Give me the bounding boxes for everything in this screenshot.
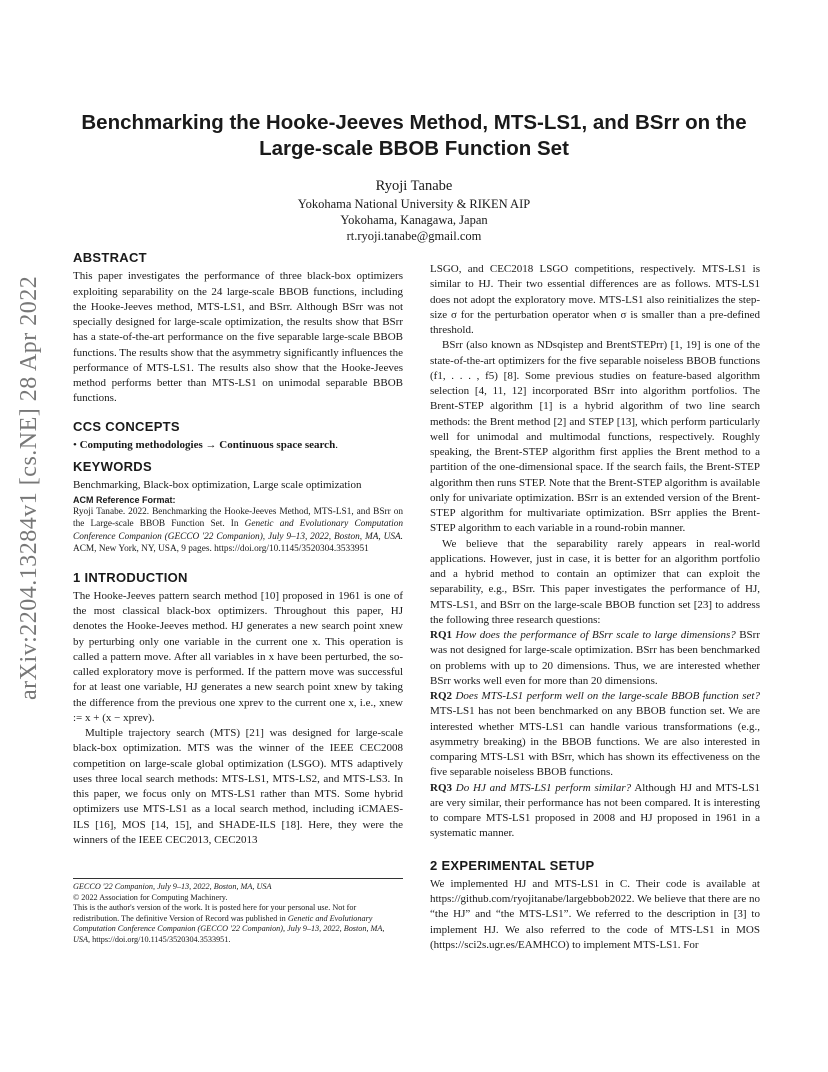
- research-question-2: RQ2 Does MTS-LS1 perform well on the large-scale BBOB function set? MTS-LS1 has not been benchmarked on any BBOB function set. We are interested whether MTS-LS1 can handle various transformations (e.g., asymmetry breaking) in the BBOB functions. We are also interested in comparing MTS-LS1 with BSrr, which has shown its effectiveness on the five separable noiseless BBOB functions.: [430, 690, 760, 779]
- author-email: rt.ryoji.tanabe@gmail.com: [346, 229, 482, 243]
- footnote-copyright: © 2022 Association for Computing Machinery.: [73, 892, 228, 902]
- paper-title: Benchmarking the Hooke-Jeeves Method, MTS-LS1, and BSrr on the Large-scale BBOB Function Set: [81, 111, 747, 160]
- right-paragraph-3: We believe that the separability rarely appears in real-world applications. However, just in case, it is better for an algorithm portfolio and a hybrid method to contain an optimizer that can exploit the separability, e.g., BSrr. This paper investigates the performance of HJ, MTS-LS1, and BSrr on the large-scale BBOB function set [23] to address the following three research questions:: [430, 537, 760, 626]
- acm-reference-text: [73, 506, 403, 556]
- footnote-notice: This is the author's version of the work. It is posted here for your personal use. Not for redistribution. The definitive Version of Record was published in Genetic and Evolutionary Computation Conference Companion (GECCO '22 Companion), July 9–13, 2022, Boston, MA, USA, https://doi.org/10.1145/3520304.3533951.: [73, 903, 385, 944]
- right-column: [430, 262, 760, 953]
- research-question-1: RQ1 How does the performance of BSrr scale to large dimensions? BSrr was not designed for large-scale optimization. BSrr has been benchmarked on problems with up to 20 dimensions. Thus, we are interested whether BSrr works well even for more than 20 dimensions.: [430, 629, 760, 687]
- research-question-3: RQ3 Do HJ and MTS-LS1 perform similar? Although HJ and MTS-LS1 are very similar, their performance has not been compared. It is interesting to compare MTS-LS1 proposed in 2008 and HJ proposed in 1961 in a systematic manner.: [430, 781, 761, 840]
- experimental-setup-heading: 2 EXPERIMENTAL SETUP: [430, 857, 595, 873]
- ccs-text: Computing methodologies → Continuous space search: [79, 438, 336, 451]
- acm-ref-part-a: Ryoji Tanabe. 2022. Benchmarking the Hooke-Jeeves Method, MTS-LS1, and BSrr on the Large-scale BBOB Function Set. In: [73, 506, 403, 529]
- intro-paragraph-2: Multiple trajectory search (MTS) [21] was designed for large-scale black-box optimization. MTS was the winner of the IEEE CEC2008 competition on large-scale global optimization (LSGO). MTS adaptively uses three local search methods: MTS-LS1, MTS-LS2, and MTS-LS3. In this paper, we focus only on MTS-LS1 rather than MTS. Some hybrid optimizers use MTS-LS1 as a local search method, including iCMAES-ILS [16], MOS [14, 15], and SHADE-ILS [18]. Here, they were the winners of the IEEE CEC2013, CEC2013: [73, 727, 403, 846]
- footnote: [73, 878, 403, 945]
- keywords-heading: KEYWORDS: [73, 459, 152, 474]
- author-location: Yokohama, Kanagawa, Japan: [340, 213, 488, 227]
- abstract-text: This paper investigates the performance of three black-box optimizers exploiting separability on the 24 large-scale BBOB functions, including the Hooke-Jeeves method, MTS-LS1, and BSrr. Although BSrr was not specially designed for large-scale optimization, the results show that BSrr has a state-of-the-art performance on the five separable large-scale BBOB functions. The results show that the asymmetry significantly influences the performance of MTS-LS1. The results also show that the Hooke-Jeeves method performs better than MTS-LS1 on unimodal separable BBOB functions.: [73, 270, 403, 405]
- acm-reference-heading: ACM Reference Format:: [73, 494, 176, 505]
- footnote-conference: GECCO '22 Companion, July 9–13, 2022, Boston, MA, USA: [73, 882, 272, 891]
- author-block: [70, 176, 758, 244]
- ccs-concepts: [73, 438, 403, 453]
- ccs-bullet: •: [73, 438, 77, 451]
- author-name: Ryoji Tanabe: [375, 178, 453, 194]
- right-paragraph-1: LSGO, and CEC2018 LSGO competitions, respectively. MTS-LS1 is similar to HJ. Their two essential differences are as follows. MTS-LS1 does not adopt the exploratory move. MTS-LS1 also reinitializes the step-size σ for the perturbation operator when σ is smaller than a pre-defined threshold.: [430, 263, 760, 336]
- author-affiliation: Yokohama National University & RIKEN AIP: [297, 197, 531, 211]
- ccs-heading: CCS CONCEPTS: [73, 418, 180, 434]
- abstract-heading: ABSTRACT: [73, 250, 147, 265]
- ccs-period: .: [335, 438, 338, 451]
- introduction-heading: 1 INTRODUCTION: [73, 569, 188, 585]
- keywords-text: Benchmarking, Black-box optimization, Large scale optimization: [73, 479, 362, 492]
- experimental-setup-paragraph: We implemented HJ and MTS-LS1 in C. Their code is available at https://github.com/ryojitanabe/largebbob2022. We believe that there are no “the HJ” and “the MTS-LS1”. We referred to the description in [3] to implement HJ. We also referred to the code of MTS-LS1 in MOS (https://sci2s.ugr.es/EAMHCO) to implement MTS-LS1. For: [430, 877, 760, 951]
- acm-ref-part-b: ACM, New York, NY, USA, 9 pages. https://doi.org/10.1145/3520304.3533951: [73, 544, 369, 554]
- acm-ref-italic: Genetic and Evolutionary Computation Conference Companion (GECCO '22 Companion), July 9–13, 2022, Boston, MA, USA.: [73, 519, 403, 542]
- right-paragraph-2: BSrr (also known as NDsqistep and BrentSTEPrr) [1, 19] is one of the state-of-the-art optimizers for the five separable noiseless BBOB functions (f1, . . . , f5) [8]. Some previous studies on feature-based algorithm selection [4, 11, 12] incorporated BSrr into algorithm portfolios. The Brent-STEP algorithm [1] is a hybrid algorithm of two line search methods: the Brent method [2] and STEP [13], which perform particularly well for unimodal and multimodal functions, respectively. Roughly speaking, the Brent-STEP algorithm first applies the Brent method to a partition of the one-dimensional space. If the search fails, the Brent-STEP algorithm then runs STEP. Note that the Brent-STEP algorithm is available only for univariate optimization. BSrr is an extended version of the Brent-STEP algorithm for multivariate optimization. BSrr applies the Brent-STEP algorithm to each variable in a round-robin manner.: [430, 339, 760, 535]
- arxiv-identifier: arXiv:2204.13284v1 [cs.NE] 28 Apr 2022: [16, 275, 42, 700]
- left-column: [73, 250, 403, 848]
- intro-paragraph-1: The Hooke-Jeeves pattern search method [10] proposed in 1961 is one of the most classical black-box optimizers. Throughout this paper, HJ denotes the Hooke-Jeeves method. HJ generates a new search point xnew by perturbing only one variable in the current one x. This operation is called a pattern move. After all variables in x have been perturbed, the so-called exploratory move is performed. If the pattern move was successful for at least one variable, HJ generates a new search point xnew by taking the difference from the previous one xprev to the current one x, i.e., xnew := x + (x − xprev).: [73, 589, 403, 724]
